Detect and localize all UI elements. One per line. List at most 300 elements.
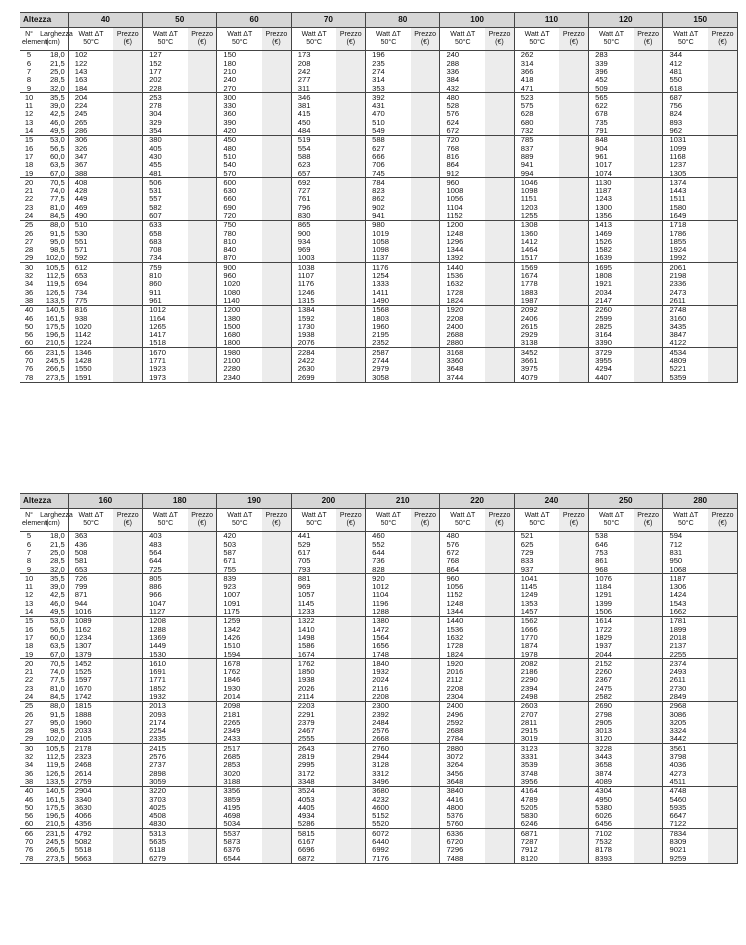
- table-row: [20, 76, 738, 84]
- price-cell: [188, 323, 217, 331]
- watt-cell: 1322: [291, 616, 336, 625]
- width-cell: 42,5: [49, 109, 65, 119]
- watt-cell: 5873: [217, 838, 262, 846]
- watt-cell: 1771: [143, 357, 188, 365]
- watt-cell: 3847: [663, 331, 708, 339]
- height-value: 280: [663, 494, 738, 509]
- watt-cell: 2880: [440, 744, 485, 753]
- watt-cell: 1440: [440, 263, 485, 272]
- watt-cell: 2044: [589, 650, 634, 659]
- watt-cell: 509: [589, 84, 634, 93]
- watt-cell: 3840: [440, 786, 485, 795]
- price-cell: [188, 599, 217, 607]
- price-cell: [559, 178, 588, 187]
- watt-cell: 666: [366, 153, 411, 161]
- watt-cell: 2576: [366, 727, 411, 735]
- price-cell: [113, 331, 142, 339]
- price-cell: [336, 693, 365, 702]
- price-cell: [262, 169, 291, 178]
- watt-cell: 6992: [366, 846, 411, 854]
- price-cell: [708, 144, 737, 152]
- price-cell: [188, 778, 217, 787]
- price-cell: [559, 769, 588, 777]
- price-cell: [634, 710, 663, 718]
- watt-cell: 4036: [663, 761, 708, 769]
- price-cell: [113, 76, 142, 84]
- watt-cell: 253: [143, 93, 188, 102]
- price-cell: [485, 357, 514, 365]
- elements-cell: 36: [24, 287, 34, 297]
- watt-cell: 1656: [366, 642, 411, 650]
- table-row: [20, 127, 738, 136]
- watt-cell: 3798: [663, 753, 708, 761]
- width-cell: 102,0: [45, 253, 65, 263]
- watt-cell: 1248: [440, 229, 485, 237]
- price-cell: [411, 710, 440, 718]
- price-cell: [336, 804, 365, 812]
- watt-cell: 1530: [143, 650, 188, 659]
- elements-cell: 50: [24, 802, 34, 812]
- price-cell: [262, 616, 291, 625]
- price-cell: [188, 169, 217, 178]
- watt-cell: 960: [440, 574, 485, 583]
- price-cell: [411, 727, 440, 735]
- watt-cell: 367: [68, 161, 113, 169]
- price-cell: [113, 812, 142, 820]
- watt-cell: 5205: [514, 804, 559, 812]
- price-cell: [634, 719, 663, 727]
- watt-cell: 6647: [663, 812, 708, 820]
- width-cell: 35,5: [38, 93, 68, 102]
- price-cell: [188, 110, 217, 118]
- watt-cell: 2905: [589, 719, 634, 727]
- price-cell: [113, 829, 142, 838]
- watt-cell: 1511: [663, 195, 708, 203]
- price-cell: [188, 591, 217, 599]
- price-cell: [634, 153, 663, 161]
- price-cell: [336, 838, 365, 846]
- price-cell: [708, 280, 737, 288]
- watt-cell: 6167: [291, 838, 336, 846]
- elements-cell: 10: [20, 93, 38, 102]
- watt-cell: 678: [589, 110, 634, 118]
- price-cell: [188, 84, 217, 93]
- watt-cell: 994: [514, 169, 559, 178]
- watt-cell: 3390: [589, 339, 634, 348]
- price-cell: [411, 238, 440, 246]
- price-cell: [559, 608, 588, 617]
- price-cell: [411, 591, 440, 599]
- watt-cell: 2352: [366, 339, 411, 348]
- price-cell: [411, 838, 440, 846]
- price-cell: [559, 348, 588, 357]
- watt-cell: 1691: [143, 668, 188, 676]
- price-cell: [188, 820, 217, 829]
- price-cell: [634, 735, 663, 744]
- width-cell: 74,0: [49, 186, 65, 196]
- watt-cell: 2105: [68, 735, 113, 744]
- watt-cell: 6720: [440, 838, 485, 846]
- price-cell: [485, 365, 514, 373]
- price-cell: [188, 753, 217, 761]
- price-cell: [188, 761, 217, 769]
- watt-cell: 6544: [217, 854, 262, 863]
- watt-cell: 2643: [291, 744, 336, 753]
- watt-cell: 750: [217, 220, 262, 229]
- price-cell: [411, 323, 440, 331]
- price-cell: [559, 684, 588, 692]
- watt-cell: 923: [217, 583, 262, 591]
- price-cell: [634, 229, 663, 237]
- price-cell: [559, 744, 588, 753]
- watt-cell: 245: [68, 110, 113, 118]
- price-cell: [485, 220, 514, 229]
- price-cell: [559, 761, 588, 769]
- price-cell: [262, 574, 291, 583]
- price-cell: [559, 272, 588, 280]
- price-cell: [411, 599, 440, 607]
- price-cell: [113, 557, 142, 565]
- price-cell: [188, 357, 217, 365]
- watt-cell: 529: [291, 540, 336, 548]
- price-cell: [113, 744, 142, 753]
- price-cell: [485, 331, 514, 339]
- price-cell: [559, 373, 588, 382]
- elements-cell: 24: [24, 691, 34, 701]
- watt-cell: 396: [589, 68, 634, 76]
- watt-cell: 1781: [663, 616, 708, 625]
- price-cell: [559, 297, 588, 306]
- watt-cell: 2798: [589, 710, 634, 718]
- watt-cell: 607: [143, 212, 188, 221]
- price-cell: [411, 76, 440, 84]
- watt-cell: 1440: [440, 616, 485, 625]
- watt-cell: 2630: [291, 365, 336, 373]
- watt-cell: 587: [217, 549, 262, 557]
- watt-cell: 180: [217, 59, 262, 67]
- watt-cell: 1960: [366, 323, 411, 331]
- price-cell: [113, 297, 142, 306]
- price-cell: [411, 135, 440, 144]
- watt-cell: 1259: [217, 616, 262, 625]
- price-cell: [411, 288, 440, 296]
- price-cell: [708, 339, 737, 348]
- price-cell: [262, 203, 291, 211]
- watt-cell: 2336: [663, 280, 708, 288]
- price-cell: [708, 591, 737, 599]
- price-cell: [411, 84, 440, 93]
- price-cell: [262, 84, 291, 93]
- elements-cell: 28: [24, 245, 34, 255]
- price-cell: [188, 735, 217, 744]
- price-cell: [485, 59, 514, 67]
- elements-cell: 46: [24, 794, 34, 804]
- price-cell: [559, 642, 588, 650]
- watt-cell: 1017: [589, 161, 634, 169]
- watt-cell: 1168: [663, 153, 708, 161]
- price-cell: [188, 339, 217, 348]
- price-cell: [634, 532, 663, 541]
- price-cell: [262, 161, 291, 169]
- price-cell: [485, 616, 514, 625]
- price-cell: [485, 769, 514, 777]
- price-cell: [336, 127, 365, 136]
- watt-cell: 4122: [663, 339, 708, 348]
- watt-cell: 1469: [589, 229, 634, 237]
- watt-cell: 1428: [68, 357, 113, 365]
- elements-cell: 17: [24, 632, 34, 642]
- price-cell: [485, 161, 514, 169]
- watt-cell: 1041: [514, 574, 559, 583]
- watt-cell: 1536: [440, 272, 485, 280]
- price-cell: [559, 804, 588, 812]
- price-cell: [485, 280, 514, 288]
- price-cell: [485, 761, 514, 769]
- watt-cell: 1016: [68, 608, 113, 617]
- watt-cell: 1200: [440, 220, 485, 229]
- price-cell: [559, 838, 588, 846]
- height-value: 210: [366, 494, 440, 509]
- price-cell: [262, 583, 291, 591]
- watt-cell: 755: [217, 565, 262, 574]
- price-cell: [188, 608, 217, 617]
- watt-cell: 2076: [291, 339, 336, 348]
- column-header-row: [20, 28, 738, 51]
- elements-cell: 11: [25, 582, 33, 592]
- watt-cell: 2304: [440, 693, 485, 702]
- watt-cell: 224: [68, 102, 113, 110]
- watt-cell: 336: [440, 68, 485, 76]
- watt-cell: 2592: [440, 719, 485, 727]
- price-cell: [485, 339, 514, 348]
- price-cell: [336, 263, 365, 272]
- watt-cell: 644: [366, 549, 411, 557]
- watt-cell: 1960: [68, 719, 113, 727]
- watt-cell: 1342: [217, 625, 262, 633]
- elements-cell: 6: [26, 58, 32, 68]
- elements-cell: 20: [20, 659, 38, 668]
- price-cell: [262, 110, 291, 118]
- watt-cell: 753: [589, 549, 634, 557]
- price-cell: [411, 118, 440, 126]
- price-cell: [708, 229, 737, 237]
- price-cell: [336, 786, 365, 795]
- price-cell: [188, 659, 217, 668]
- width-cell: 63,5: [49, 641, 65, 651]
- watt-column-header: Watt ΔT 50°C: [291, 28, 336, 51]
- price-cell: [485, 203, 514, 211]
- watt-cell: 5830: [514, 812, 559, 820]
- watt-cell: 1678: [217, 659, 262, 668]
- price-cell: [634, 178, 663, 187]
- watt-cell: 2968: [663, 701, 708, 710]
- width-cell: 42,5: [49, 590, 65, 600]
- watt-cell: 871: [68, 591, 113, 599]
- watt-cell: 235: [366, 59, 411, 67]
- watt-cell: 2181: [217, 710, 262, 718]
- price-cell: [708, 238, 737, 246]
- watt-cell: 1254: [366, 272, 411, 280]
- watt-cell: 1924: [663, 246, 708, 254]
- price-cell: [336, 93, 365, 102]
- price-cell: [634, 829, 663, 838]
- price-cell: [262, 93, 291, 102]
- price-cell: [188, 297, 217, 306]
- watt-cell: 1580: [663, 203, 708, 211]
- table-row: [20, 820, 738, 829]
- elements-cell: 5: [26, 531, 32, 541]
- price-cell: [411, 804, 440, 812]
- price-cell: [708, 68, 737, 76]
- price-cell: [708, 727, 737, 735]
- price-cell: [336, 540, 365, 548]
- watt-cell: 1031: [663, 135, 708, 144]
- table-row: [20, 735, 738, 744]
- price-cell: [411, 549, 440, 557]
- width-cell: 84,5: [49, 210, 65, 220]
- price-cell: [559, 102, 588, 110]
- height-value: 40: [68, 13, 142, 28]
- price-cell: [485, 735, 514, 744]
- watt-cell: 1417: [143, 331, 188, 339]
- watt-cell: 1874: [514, 642, 559, 650]
- watt-cell: 390: [217, 118, 262, 126]
- price-cell: [411, 846, 440, 854]
- watt-cell: 1246: [291, 288, 336, 296]
- watt-cell: 530: [68, 229, 113, 237]
- price-cell: [634, 574, 663, 583]
- price-cell: [634, 634, 663, 642]
- watt-cell: 2208: [366, 693, 411, 702]
- width-cell: 60,0: [49, 151, 65, 161]
- price-cell: [559, 187, 588, 195]
- watt-cell: 1932: [366, 668, 411, 676]
- watt-cell: 1008: [440, 187, 485, 195]
- price-cell: [262, 118, 291, 126]
- watt-cell: 796: [291, 203, 336, 211]
- price-cell: [559, 557, 588, 565]
- watt-cell: 344: [663, 51, 708, 60]
- price-cell: [262, 51, 291, 60]
- watt-cell: 519: [291, 135, 336, 144]
- watt-cell: 1130: [589, 178, 634, 187]
- price-cell: [113, 838, 142, 846]
- watt-cell: 3748: [514, 769, 559, 777]
- watt-cell: 736: [366, 557, 411, 565]
- price-cell: [188, 254, 217, 263]
- price-cell: [336, 178, 365, 187]
- watt-cell: 3658: [589, 761, 634, 769]
- elements-cell: 66: [20, 829, 38, 838]
- price-cell: [262, 280, 291, 288]
- price-cell: [485, 838, 514, 846]
- price-cell: [411, 305, 440, 314]
- watt-cell: 173: [291, 51, 336, 60]
- watt-cell: 893: [663, 118, 708, 126]
- width-cell: 74,0: [49, 667, 65, 677]
- price-cell: [411, 153, 440, 161]
- price-cell: [708, 254, 737, 263]
- watt-cell: 2614: [68, 769, 113, 777]
- watt-cell: 1498: [291, 634, 336, 642]
- watt-cell: 2394: [514, 684, 559, 692]
- watt-cell: 510: [366, 118, 411, 126]
- watt-cell: 4934: [291, 812, 336, 820]
- watt-cell: 122: [68, 59, 113, 67]
- watt-cell: 2254: [143, 727, 188, 735]
- price-cell: [113, 846, 142, 854]
- watt-cell: 1056: [440, 583, 485, 591]
- watt-cell: 1930: [217, 684, 262, 692]
- watt-cell: 1920: [440, 305, 485, 314]
- width-cell: 133,5: [45, 776, 65, 786]
- watt-cell: 1888: [68, 710, 113, 718]
- width-cell: 25,0: [49, 547, 65, 557]
- watt-cell: 1291: [589, 591, 634, 599]
- price-cell: [113, 676, 142, 684]
- price-cell: [336, 846, 365, 854]
- watt-cell: 1762: [217, 668, 262, 676]
- watt-cell: 4534: [663, 348, 708, 357]
- watt-cell: 2186: [514, 668, 559, 676]
- watt-cell: 900: [217, 263, 262, 272]
- watt-cell: 480: [440, 532, 485, 541]
- watt-cell: 2484: [366, 719, 411, 727]
- price-cell: [113, 212, 142, 221]
- watt-cell: 1808: [589, 272, 634, 280]
- price-column-header: Prezzo (€): [188, 28, 217, 51]
- price-cell: [708, 574, 737, 583]
- price-cell: [559, 263, 588, 272]
- watt-cell: 1592: [291, 314, 336, 322]
- price-cell: [708, 51, 737, 60]
- watt-cell: 204: [68, 93, 113, 102]
- price-cell: [411, 829, 440, 838]
- watt-cell: 961: [589, 153, 634, 161]
- width-cell: 81,0: [49, 683, 65, 693]
- watt-cell: 1762: [291, 659, 336, 668]
- watt-cell: 450: [291, 118, 336, 126]
- width-cell: 91,5: [49, 228, 65, 238]
- watt-cell: 564: [143, 549, 188, 557]
- width-cell: 210,5: [45, 338, 65, 348]
- watt-cell: 1728: [440, 642, 485, 650]
- watt-cell: 2853: [217, 761, 262, 769]
- watt-cell: 2137: [663, 642, 708, 650]
- price-cell: [411, 254, 440, 263]
- price-cell: [634, 838, 663, 846]
- price-cell: [262, 668, 291, 676]
- watt-cell: 2995: [291, 761, 336, 769]
- table-row: [20, 305, 738, 314]
- price-cell: [188, 693, 217, 702]
- price-cell: [113, 642, 142, 650]
- watt-cell: 633: [143, 220, 188, 229]
- elements-cell: 9: [26, 564, 32, 574]
- price-cell: [188, 668, 217, 676]
- price-cell: [411, 693, 440, 702]
- watt-cell: 628: [514, 110, 559, 118]
- price-cell: [113, 220, 142, 229]
- watt-cell: 7287: [514, 838, 559, 846]
- elements-cell: 19: [24, 649, 34, 659]
- price-cell: [485, 187, 514, 195]
- price-cell: [188, 373, 217, 382]
- price-cell: [411, 608, 440, 617]
- watt-cell: 8178: [589, 846, 634, 854]
- width-cell: 175,5: [45, 802, 65, 812]
- price-cell: [336, 557, 365, 565]
